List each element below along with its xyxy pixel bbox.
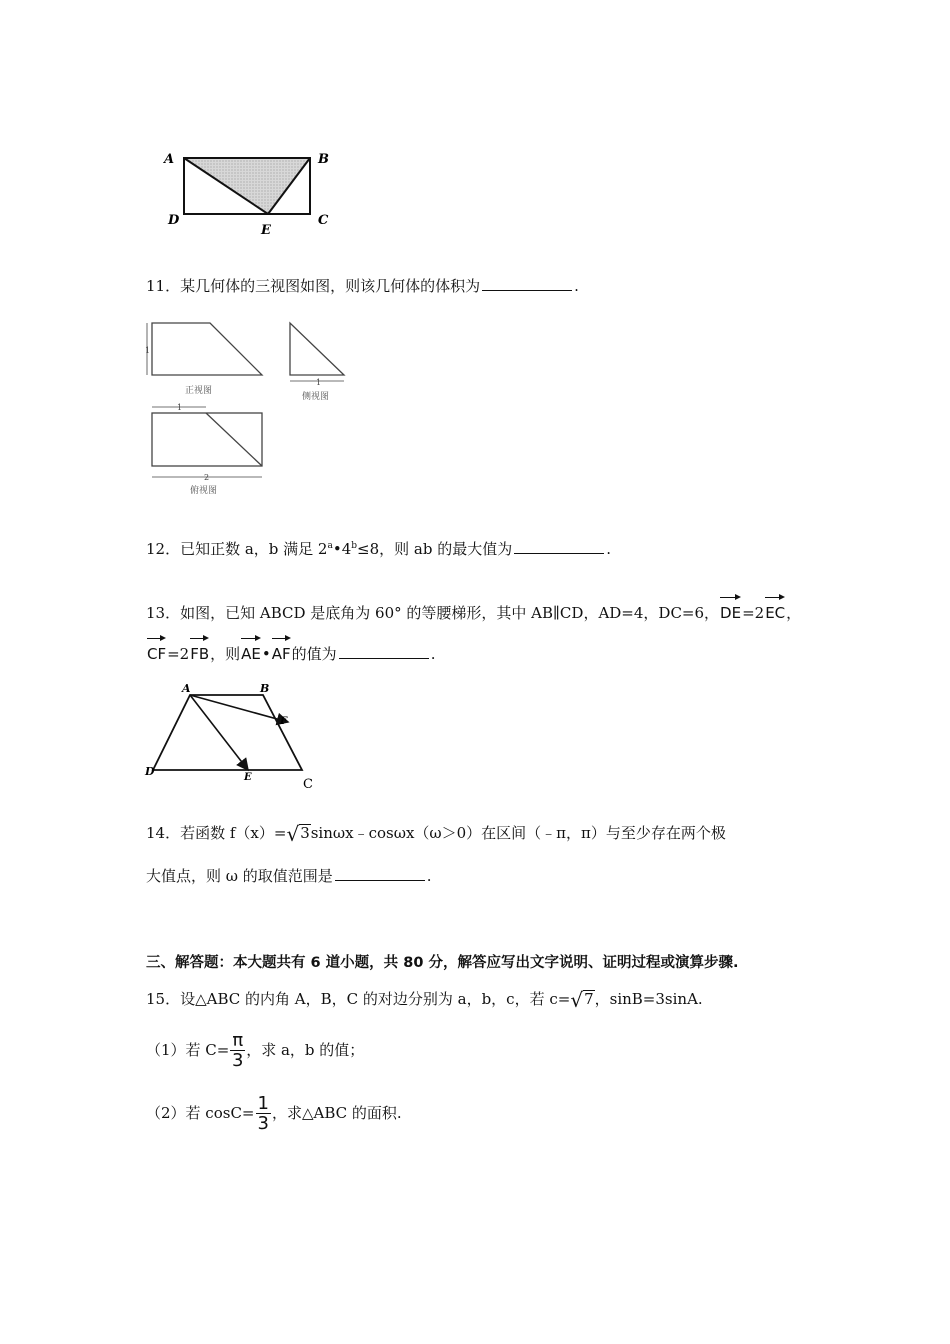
- label-B: B: [260, 682, 270, 695]
- dim-top-big: 2: [204, 473, 210, 482]
- label-E: E: [244, 772, 252, 783]
- label-C: C: [303, 777, 313, 792]
- q14-answer-blank[interactable]: [335, 866, 425, 881]
- question-11: 11．某几何体的三视图如图，则该几何体的体积为 .: [146, 277, 579, 295]
- vector-EC: EC: [765, 596, 785, 624]
- fraction-pi-over-3: $\frac{\pi}{3}$: [232, 1030, 244, 1071]
- label-A: A: [164, 152, 175, 167]
- question-13-line-1: 13．如图，已知 ABCD 是底角为 60° 的等腰梯形，其中 AB∥CD，AD=4，DC=6，DE=2EC，: [146, 596, 801, 624]
- sqrt-symbol: √: [570, 988, 584, 1012]
- vector-AF: AF: [272, 637, 291, 665]
- figure-trapezoid-abcd: [140, 680, 330, 800]
- dim-top-small: 1: [177, 403, 183, 412]
- label-C: C: [318, 213, 329, 228]
- question-15-part-1: （1）若 C= $\frac{\pi}{3}$ ，求 a，b 的值；: [146, 1030, 365, 1071]
- question-13-line-2: CF=2FB，则AE•AF的值为 .: [146, 637, 435, 665]
- label-D: D: [168, 213, 180, 228]
- section-3-heading: 三、解答题：本大题共有 6 道小题，共 80 分，解答应写出文字说明、证明过程或演算步骤.: [146, 955, 739, 971]
- question-14-line-2: 大值点，则 ω 的取值范围是 .: [146, 867, 432, 885]
- figure-three-views: [140, 315, 370, 500]
- question-15: 15．设△ABC 的内角 A，B，C 的对边分别为 a，b，c，若 c=√7，sinB=3sinA.: [146, 988, 703, 1012]
- question-14-line-1: 14．若函数 f（x）=√3sinωx﹣cosωx（ω＞0）在区间（﹣π，π）与至少存在两个极: [146, 822, 726, 846]
- sqrt-symbol: √: [286, 822, 300, 846]
- label-E: E: [261, 223, 271, 238]
- shaded-triangle: [184, 158, 310, 214]
- side-view-label: 侧视图: [302, 392, 330, 402]
- vector-AE: AE: [241, 637, 261, 665]
- figure-rectangle-abcd: [150, 145, 350, 240]
- label-A: A: [182, 682, 191, 695]
- label-D: D: [145, 765, 155, 778]
- question-12: 12．已知正数 a，b 满足 $2^a•4^b\le 8$，则 ab 的最大值为 .: [146, 540, 612, 558]
- vector-FB: FB: [190, 637, 209, 665]
- label-F: F: [280, 716, 288, 727]
- q11-answer-blank[interactable]: [482, 276, 572, 291]
- dim-side: 1: [316, 378, 322, 387]
- q13-answer-blank[interactable]: [339, 644, 429, 659]
- q11-text: 11．某几何体的三视图如图，则该几何体的体积为: [146, 277, 481, 295]
- fraction-one-third: $\frac{1}{3}$: [257, 1093, 269, 1134]
- sqrt-radicand: 3: [300, 824, 310, 842]
- front-view-label: 正视图: [185, 386, 213, 396]
- dim-front: 1: [145, 346, 151, 355]
- sqrt-radicand: 7: [584, 990, 594, 1008]
- vector-CF: CF: [147, 637, 166, 665]
- vector-DE: DE: [720, 596, 741, 624]
- question-15-part-2: （2）若 cosC= $\frac{1}{3}$ ，求△ABC 的面积.: [146, 1093, 402, 1134]
- q12-answer-blank[interactable]: [514, 539, 604, 554]
- label-B: B: [318, 152, 329, 167]
- top-view-label: 俯视图: [190, 486, 218, 496]
